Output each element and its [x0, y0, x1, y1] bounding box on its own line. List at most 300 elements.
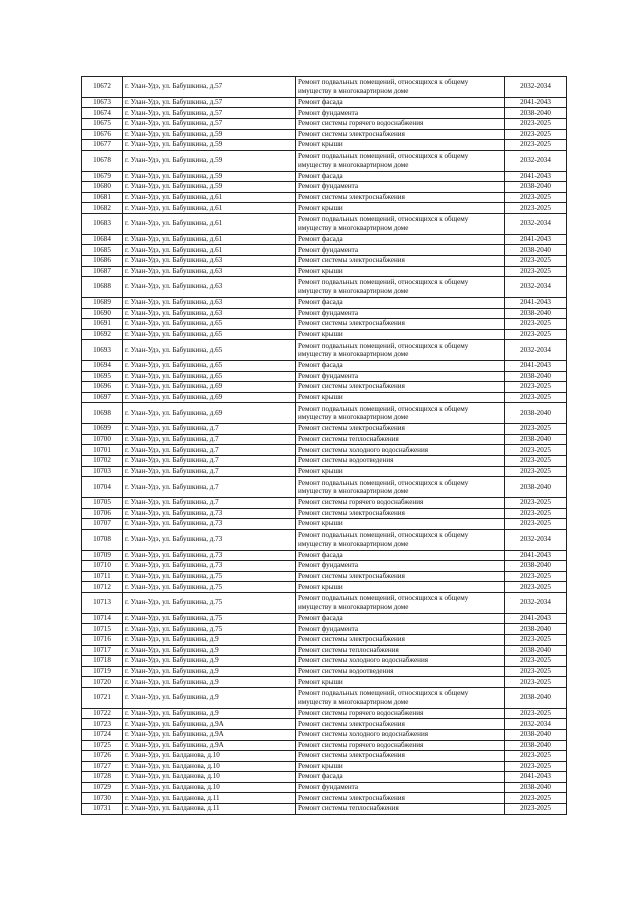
address-cell: г. Улан-Удэ, ул. Бабушкина, д.73 — [123, 561, 296, 572]
address-cell: г. Улан-Удэ, ул. Бабушкина, д.57 — [123, 77, 296, 98]
work-type-cell: Ремонт системы холодного водоснабжения — [296, 445, 505, 456]
work-type-cell: Ремонт подвальных помещений, относящихся к общему имуществу в многоквартирном доме — [296, 529, 505, 550]
period-cell: 2023-2025 — [505, 498, 567, 509]
work-type-cell: Ремонт подвальных помещений, относящихся к общему имуществу в многоквартирном доме — [296, 477, 505, 498]
row-number: 10679 — [82, 171, 123, 182]
period-cell: 2038-2040 — [505, 624, 567, 635]
table-row — [82, 203, 567, 214]
period-cell: 2023-2025 — [505, 677, 567, 688]
period-cell: 2032-2034 — [505, 150, 567, 171]
address-cell: г. Улан-Удэ, ул. Бабушкина, д.57 — [123, 108, 296, 119]
address-cell: г. Улан-Удэ, ул. Бабушкина, д.9 — [123, 708, 296, 719]
period-cell: 2023-2025 — [505, 804, 567, 815]
work-type-cell: Ремонт подвальных помещений, относящихся к общему имуществу в многоквартирном доме — [296, 77, 505, 98]
work-type-cell: Ремонт фасада — [296, 171, 505, 182]
row-number: 10721 — [82, 687, 123, 708]
table-row — [82, 782, 567, 793]
repair-schedule-body — [82, 77, 567, 815]
row-number: 10680 — [82, 182, 123, 193]
table-row — [82, 571, 567, 582]
period-cell: 2023-2025 — [505, 793, 567, 804]
address-cell: г. Улан-Удэ, ул. Бабушкина, д.7 — [123, 424, 296, 435]
address-cell: г. Улан-Удэ, ул. Бабушкина, д.63 — [123, 308, 296, 319]
table-row — [82, 150, 567, 171]
address-cell: г. Улан-Удэ, ул. Бабушкина, д.65 — [123, 340, 296, 361]
row-number: 10697 — [82, 392, 123, 403]
work-type-cell: Ремонт фундамента — [296, 245, 505, 256]
work-type-cell: Ремонт крыши — [296, 266, 505, 277]
table-row — [82, 77, 567, 98]
row-number: 10681 — [82, 192, 123, 203]
work-type-cell: Ремонт крыши — [296, 466, 505, 477]
row-number: 10691 — [82, 319, 123, 330]
row-number: 10731 — [82, 804, 123, 815]
address-cell: г. Улан-Удэ, ул. Бабушкина, д.69 — [123, 382, 296, 393]
row-number: 10714 — [82, 613, 123, 624]
table-row — [82, 171, 567, 182]
table-row — [82, 403, 567, 424]
row-number: 10687 — [82, 266, 123, 277]
row-number: 10678 — [82, 150, 123, 171]
period-cell: 2023-2025 — [505, 118, 567, 129]
period-cell: 2038-2040 — [505, 371, 567, 382]
work-type-cell: Ремонт системы электроснабжения — [296, 424, 505, 435]
table-row — [82, 213, 567, 234]
period-cell: 2023-2025 — [505, 203, 567, 214]
period-cell: 2032-2034 — [505, 213, 567, 234]
work-type-cell: Ремонт фасада — [296, 297, 505, 308]
row-number: 10725 — [82, 740, 123, 751]
table-row — [82, 751, 567, 762]
address-cell: г. Улан-Удэ, ул. Бабушкина, д.7 — [123, 477, 296, 498]
row-number: 10689 — [82, 297, 123, 308]
period-cell: 2038-2040 — [505, 308, 567, 319]
row-number: 10707 — [82, 519, 123, 530]
work-type-cell: Ремонт фундамента — [296, 308, 505, 319]
work-type-cell: Ремонт системы электроснабжения — [296, 571, 505, 582]
table-row — [82, 234, 567, 245]
row-number: 10722 — [82, 708, 123, 719]
table-row — [82, 498, 567, 509]
period-cell: 2038-2040 — [505, 740, 567, 751]
row-number: 10682 — [82, 203, 123, 214]
period-cell: 2023-2025 — [505, 634, 567, 645]
row-number: 10717 — [82, 645, 123, 656]
row-number: 10695 — [82, 371, 123, 382]
table-row — [82, 277, 567, 298]
row-number: 10692 — [82, 329, 123, 340]
work-type-cell: Ремонт фундамента — [296, 624, 505, 635]
work-type-cell: Ремонт фасада — [296, 97, 505, 108]
row-number: 10701 — [82, 445, 123, 456]
work-type-cell: Ремонт подвальных помещений, относящихся к общему имуществу в многоквартирном доме — [296, 277, 505, 298]
address-cell: г. Улан-Удэ, ул. Бабушкина, д.75 — [123, 613, 296, 624]
row-number: 10729 — [82, 782, 123, 793]
period-cell: 2041-2043 — [505, 613, 567, 624]
period-cell: 2023-2025 — [505, 319, 567, 330]
address-cell: г. Улан-Удэ, ул. Бабушкина, д.69 — [123, 403, 296, 424]
work-type-cell: Ремонт фасада — [296, 234, 505, 245]
period-cell: 2038-2040 — [505, 182, 567, 193]
period-cell: 2023-2025 — [505, 266, 567, 277]
period-cell: 2023-2025 — [505, 466, 567, 477]
period-cell: 2038-2040 — [505, 561, 567, 572]
work-type-cell: Ремонт системы теплоснабжения — [296, 804, 505, 815]
address-cell: г. Улан-Удэ, ул. Балданова, д.10 — [123, 772, 296, 783]
table-row — [82, 245, 567, 256]
table-row — [82, 729, 567, 740]
address-cell: г. Улан-Удэ, ул. Бабушкина, д.7 — [123, 498, 296, 509]
address-cell: г. Улан-Удэ, ул. Бабушкина, д.57 — [123, 97, 296, 108]
work-type-cell: Ремонт подвальных помещений, относящихся к общему имуществу в многоквартирном доме — [296, 687, 505, 708]
address-cell: г. Улан-Удэ, ул. Балданова, д.10 — [123, 751, 296, 762]
row-number: 10698 — [82, 403, 123, 424]
address-cell: г. Улан-Удэ, ул. Бабушкина, д.63 — [123, 297, 296, 308]
address-cell: г. Улан-Удэ, ул. Бабушкина, д.59 — [123, 171, 296, 182]
row-number: 10706 — [82, 508, 123, 519]
address-cell: г. Улан-Удэ, ул. Бабушкина, д.9 — [123, 634, 296, 645]
work-type-cell: Ремонт крыши — [296, 140, 505, 151]
row-number: 10684 — [82, 234, 123, 245]
work-type-cell: Ремонт системы горячего водоснабжения — [296, 118, 505, 129]
address-cell: г. Улан-Удэ, ул. Бабушкина, д.59 — [123, 129, 296, 140]
period-cell: 2023-2025 — [505, 424, 567, 435]
work-type-cell: Ремонт системы теплоснабжения — [296, 434, 505, 445]
period-cell: 2038-2040 — [505, 687, 567, 708]
work-type-cell: Ремонт системы горячего водоснабжения — [296, 498, 505, 509]
address-cell: г. Улан-Удэ, ул. Бабушкина, д.75 — [123, 582, 296, 593]
period-cell: 2023-2025 — [505, 456, 567, 467]
period-cell: 2023-2025 — [505, 666, 567, 677]
table-row — [82, 719, 567, 730]
period-cell: 2023-2025 — [505, 445, 567, 456]
work-type-cell: Ремонт фасада — [296, 550, 505, 561]
row-number: 10693 — [82, 340, 123, 361]
table-row — [82, 456, 567, 467]
work-type-cell: Ремонт крыши — [296, 582, 505, 593]
table-row — [82, 319, 567, 330]
period-cell: 2032-2034 — [505, 340, 567, 361]
address-cell: г. Улан-Удэ, ул. Бабушкина, д.59 — [123, 140, 296, 151]
table-row — [82, 97, 567, 108]
period-cell: 2023-2025 — [505, 656, 567, 667]
row-number: 10683 — [82, 213, 123, 234]
work-type-cell: Ремонт подвальных помещений, относящихся к общему имуществу в многоквартирном доме — [296, 340, 505, 361]
table-row — [82, 108, 567, 119]
period-cell: 2023-2025 — [505, 382, 567, 393]
row-number: 10676 — [82, 129, 123, 140]
period-cell: 2023-2025 — [505, 761, 567, 772]
address-cell: г. Улан-Удэ, ул. Бабушкина, д.69 — [123, 392, 296, 403]
row-number: 10708 — [82, 529, 123, 550]
table-row — [82, 477, 567, 498]
address-cell: г. Улан-Удэ, ул. Бабушкина, д.7 — [123, 434, 296, 445]
period-cell: 2038-2040 — [505, 434, 567, 445]
row-number: 10724 — [82, 729, 123, 740]
table-row — [82, 793, 567, 804]
table-row — [82, 192, 567, 203]
address-cell: г. Улан-Удэ, ул. Бабушкина, д.61 — [123, 245, 296, 256]
table-row — [82, 613, 567, 624]
work-type-cell: Ремонт фундамента — [296, 371, 505, 382]
table-row — [82, 519, 567, 530]
table-row — [82, 804, 567, 815]
address-cell: г. Улан-Удэ, ул. Бабушкина, д.9А — [123, 729, 296, 740]
row-number: 10723 — [82, 719, 123, 730]
row-number: 10694 — [82, 361, 123, 372]
period-cell: 2041-2043 — [505, 97, 567, 108]
address-cell: г. Улан-Удэ, ул. Балданова, д.11 — [123, 804, 296, 815]
row-number: 10673 — [82, 97, 123, 108]
period-cell: 2038-2040 — [505, 245, 567, 256]
address-cell: г. Улан-Удэ, ул. Бабушкина, д.73 — [123, 508, 296, 519]
table-row — [82, 329, 567, 340]
row-number: 10686 — [82, 255, 123, 266]
table-row — [82, 508, 567, 519]
table-row — [82, 466, 567, 477]
work-type-cell: Ремонт фасада — [296, 613, 505, 624]
address-cell: г. Улан-Удэ, ул. Бабушкина, д.7 — [123, 456, 296, 467]
work-type-cell: Ремонт фасада — [296, 772, 505, 783]
row-number: 10703 — [82, 466, 123, 477]
work-type-cell: Ремонт системы горячего водоснабжения — [296, 740, 505, 751]
row-number: 10730 — [82, 793, 123, 804]
table-row — [82, 740, 567, 751]
table-row — [82, 297, 567, 308]
row-number: 10699 — [82, 424, 123, 435]
row-number: 10675 — [82, 118, 123, 129]
period-cell: 2041-2043 — [505, 171, 567, 182]
period-cell: 2032-2034 — [505, 529, 567, 550]
row-number: 10702 — [82, 456, 123, 467]
work-type-cell: Ремонт системы электроснабжения — [296, 382, 505, 393]
address-cell: г. Улан-Удэ, ул. Балданова, д.10 — [123, 761, 296, 772]
address-cell: г. Улан-Удэ, ул. Бабушкина, д.61 — [123, 203, 296, 214]
table-row — [82, 392, 567, 403]
table-row — [82, 645, 567, 656]
address-cell: г. Улан-Удэ, ул. Бабушкина, д.7 — [123, 466, 296, 477]
work-type-cell: Ремонт подвальных помещений, относящихся к общему имуществу в многоквартирном доме — [296, 403, 505, 424]
work-type-cell: Ремонт системы теплоснабжения — [296, 645, 505, 656]
period-cell: 2023-2025 — [505, 582, 567, 593]
period-cell: 2023-2025 — [505, 571, 567, 582]
row-number: 10696 — [82, 382, 123, 393]
address-cell: г. Улан-Удэ, ул. Бабушкина, д.73 — [123, 529, 296, 550]
work-type-cell: Ремонт системы электроснабжения — [296, 793, 505, 804]
work-type-cell: Ремонт крыши — [296, 329, 505, 340]
period-cell: 2038-2040 — [505, 477, 567, 498]
table-row — [82, 582, 567, 593]
table-row — [82, 561, 567, 572]
period-cell: 2023-2025 — [505, 508, 567, 519]
address-cell: г. Улан-Удэ, ул. Бабушкина, д.9А — [123, 740, 296, 751]
period-cell: 2038-2040 — [505, 729, 567, 740]
address-cell: г. Улан-Удэ, ул. Бабушкина, д.57 — [123, 118, 296, 129]
work-type-cell: Ремонт крыши — [296, 677, 505, 688]
period-cell: 2041-2043 — [505, 361, 567, 372]
table-row — [82, 592, 567, 613]
table-row — [82, 424, 567, 435]
row-number: 10674 — [82, 108, 123, 119]
table-row — [82, 708, 567, 719]
table-row — [82, 634, 567, 645]
row-number: 10715 — [82, 624, 123, 635]
period-cell: 2041-2043 — [505, 550, 567, 561]
table-row — [82, 140, 567, 151]
table-row — [82, 529, 567, 550]
work-type-cell: Ремонт системы электроснабжения — [296, 508, 505, 519]
work-type-cell: Ремонт подвальных помещений, относящихся к общему имуществу в многоквартирном доме — [296, 213, 505, 234]
period-cell: 2041-2043 — [505, 234, 567, 245]
row-number: 10711 — [82, 571, 123, 582]
repair-schedule-table — [81, 76, 567, 815]
work-type-cell: Ремонт фундамента — [296, 561, 505, 572]
period-cell: 2023-2025 — [505, 255, 567, 266]
period-cell: 2023-2025 — [505, 140, 567, 151]
row-number: 10716 — [82, 634, 123, 645]
period-cell: 2041-2043 — [505, 297, 567, 308]
table-row — [82, 266, 567, 277]
table-row — [82, 687, 567, 708]
address-cell: г. Улан-Удэ, ул. Бабушкина, д.73 — [123, 519, 296, 530]
row-number: 10704 — [82, 477, 123, 498]
address-cell: г. Улан-Удэ, ул. Бабушкина, д.9 — [123, 656, 296, 667]
period-cell: 2041-2043 — [505, 772, 567, 783]
period-cell: 2032-2034 — [505, 77, 567, 98]
address-cell: г. Улан-Удэ, ул. Бабушкина, д.65 — [123, 361, 296, 372]
address-cell: г. Улан-Удэ, ул. Бабушкина, д.61 — [123, 192, 296, 203]
address-cell: г. Улан-Удэ, ул. Бабушкина, д.65 — [123, 329, 296, 340]
row-number: 10720 — [82, 677, 123, 688]
address-cell: г. Улан-Удэ, ул. Бабушкина, д.75 — [123, 592, 296, 613]
table-row — [82, 340, 567, 361]
work-type-cell: Ремонт фундамента — [296, 782, 505, 793]
address-cell: г. Улан-Удэ, ул. Бабушкина, д.75 — [123, 571, 296, 582]
period-cell: 2023-2025 — [505, 392, 567, 403]
work-type-cell: Ремонт крыши — [296, 203, 505, 214]
work-type-cell: Ремонт крыши — [296, 519, 505, 530]
row-number: 10688 — [82, 277, 123, 298]
period-cell: 2038-2040 — [505, 645, 567, 656]
work-type-cell: Ремонт крыши — [296, 392, 505, 403]
address-cell: г. Улан-Удэ, ул. Бабушкина, д.73 — [123, 550, 296, 561]
work-type-cell: Ремонт системы холодного водоснабжения — [296, 656, 505, 667]
row-number: 10719 — [82, 666, 123, 677]
table-row — [82, 624, 567, 635]
work-type-cell: Ремонт системы электроснабжения — [296, 319, 505, 330]
work-type-cell: Ремонт системы водоотведения — [296, 456, 505, 467]
period-cell: 2038-2040 — [505, 108, 567, 119]
address-cell: г. Улан-Удэ, ул. Бабушкина, д.9 — [123, 677, 296, 688]
address-cell: г. Улан-Удэ, ул. Бабушкина, д.7 — [123, 445, 296, 456]
row-number: 10677 — [82, 140, 123, 151]
row-number: 10727 — [82, 761, 123, 772]
address-cell: г. Улан-Удэ, ул. Бабушкина, д.9 — [123, 687, 296, 708]
work-type-cell: Ремонт системы электроснабжения — [296, 255, 505, 266]
row-number: 10705 — [82, 498, 123, 509]
table-row — [82, 677, 567, 688]
row-number: 10709 — [82, 550, 123, 561]
row-number: 10713 — [82, 592, 123, 613]
address-cell: г. Улан-Удэ, ул. Балданова, д.10 — [123, 782, 296, 793]
work-type-cell: Ремонт системы электроснабжения — [296, 751, 505, 762]
work-type-cell: Ремонт фасада — [296, 361, 505, 372]
table-row — [82, 371, 567, 382]
table-row — [82, 761, 567, 772]
address-cell: г. Улан-Удэ, ул. Бабушкина, д.61 — [123, 234, 296, 245]
row-number: 10728 — [82, 772, 123, 783]
address-cell: г. Улан-Удэ, ул. Бабушкина, д.9 — [123, 666, 296, 677]
period-cell: 2032-2034 — [505, 592, 567, 613]
table-row — [82, 129, 567, 140]
table-row — [82, 118, 567, 129]
table-row — [82, 434, 567, 445]
work-type-cell: Ремонт крыши — [296, 761, 505, 772]
table-row — [82, 308, 567, 319]
period-cell: 2032-2034 — [505, 719, 567, 730]
table-row — [82, 382, 567, 393]
period-cell: 2023-2025 — [505, 129, 567, 140]
table-row — [82, 361, 567, 372]
row-number: 10672 — [82, 77, 123, 98]
period-cell: 2023-2025 — [505, 519, 567, 530]
row-number: 10718 — [82, 656, 123, 667]
period-cell: 2023-2025 — [505, 329, 567, 340]
table-row — [82, 656, 567, 667]
work-type-cell: Ремонт подвальных помещений, относящихся к общему имуществу в многоквартирном доме — [296, 150, 505, 171]
address-cell: г. Улан-Удэ, ул. Бабушкина, д.61 — [123, 213, 296, 234]
work-type-cell: Ремонт системы электроснабжения — [296, 192, 505, 203]
work-type-cell: Ремонт системы горячего водоснабжения — [296, 708, 505, 719]
address-cell: г. Улан-Удэ, ул. Бабушкина, д.9А — [123, 719, 296, 730]
table-row — [82, 772, 567, 783]
address-cell: г. Улан-Удэ, ул. Бабушкина, д.65 — [123, 319, 296, 330]
work-type-cell: Ремонт системы электроснабжения — [296, 719, 505, 730]
address-cell: г. Улан-Удэ, ул. Бабушкина, д.9 — [123, 645, 296, 656]
row-number: 10710 — [82, 561, 123, 572]
address-cell: г. Улан-Удэ, ул. Бабушкина, д.75 — [123, 624, 296, 635]
address-cell: г. Улан-Удэ, ул. Бабушкина, д.63 — [123, 255, 296, 266]
work-type-cell: Ремонт системы водоотведения — [296, 666, 505, 677]
address-cell: г. Улан-Удэ, ул. Балданова, д.11 — [123, 793, 296, 804]
period-cell: 2023-2025 — [505, 751, 567, 762]
work-type-cell: Ремонт системы электроснабжения — [296, 634, 505, 645]
work-type-cell: Ремонт фундамента — [296, 108, 505, 119]
period-cell: 2023-2025 — [505, 708, 567, 719]
work-type-cell: Ремонт системы электроснабжения — [296, 129, 505, 140]
row-number: 10712 — [82, 582, 123, 593]
address-cell: г. Улан-Удэ, ул. Бабушкина, д.63 — [123, 277, 296, 298]
row-number: 10726 — [82, 751, 123, 762]
period-cell: 2038-2040 — [505, 403, 567, 424]
row-number: 10685 — [82, 245, 123, 256]
period-cell: 2032-2034 — [505, 277, 567, 298]
period-cell: 2038-2040 — [505, 782, 567, 793]
work-type-cell: Ремонт системы холодного водоснабжения — [296, 729, 505, 740]
row-number: 10690 — [82, 308, 123, 319]
address-cell: г. Улан-Удэ, ул. Бабушкина, д.63 — [123, 266, 296, 277]
row-number: 10700 — [82, 434, 123, 445]
period-cell: 2023-2025 — [505, 192, 567, 203]
work-type-cell: Ремонт фундамента — [296, 182, 505, 193]
work-type-cell: Ремонт подвальных помещений, относящихся к общему имуществу в многоквартирном доме — [296, 592, 505, 613]
table-row — [82, 666, 567, 677]
address-cell: г. Улан-Удэ, ул. Бабушкина, д.65 — [123, 371, 296, 382]
table-row — [82, 182, 567, 193]
address-cell: г. Улан-Удэ, ул. Бабушкина, д.59 — [123, 150, 296, 171]
table-row — [82, 445, 567, 456]
address-cell: г. Улан-Удэ, ул. Бабушкина, д.59 — [123, 182, 296, 193]
